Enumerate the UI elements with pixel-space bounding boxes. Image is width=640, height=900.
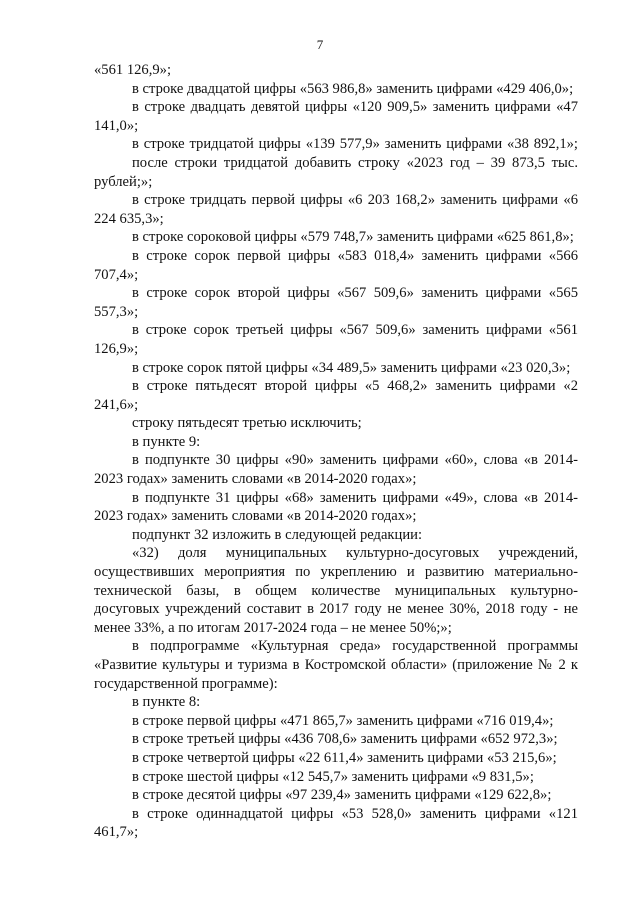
document-paragraph: в строке двадцатой цифры «563 986,8» заменить цифрами «429 406,0»; [132,80,574,97]
document-paragraph: строку пятьдесят третью исключить; [132,415,362,432]
document-paragraph: в строке сорок второй цифры «567 509,6» заменить цифрами «565 557,3»; [94,285,578,320]
document-paragraph: в строке сорок пятой цифры «34 489,5» заменить цифрами «23 020,3»; [132,359,571,376]
document-paragraph: в строке шестой цифры «12 545,7» заменить цифрами «9 831,5»; [132,768,534,785]
document-paragraph: в строке сороковой цифры «579 748,7» заменить цифрами «625 861,8»; [132,229,574,246]
document-body [94,61,578,842]
document-paragraph: в строке сорок первой цифры «583 018,4» заменить цифрами «566 707,4»; [94,247,578,283]
document-paragraph: в строке десятой цифры «97 239,4» заменить цифрами «129 622,8»; [132,787,552,804]
document-paragraph: «32) доля муниципальных культурно-досуговых учреждений, осуществивших мероприятия по укреплению и развитию материально-технической базы, в общем количестве муниципальных культурно-досуговых учреждений составит в 2017 году не менее 30%, 2018 году - не менее 33%, а по итогам 2017-2024 года – не менее 50%;»; [94,545,578,636]
document-paragraph: в строке первой цифры «471 865,7» заменить цифрами «716 019,4»; [132,712,554,729]
document-paragraph: в подпункте 30 цифры «90» заменить цифрами «60», слова «в 2014-2023 годах» заменить словами «в 2014-2020 годах»; [94,452,578,488]
document-paragraph: «561 126,9»; [94,62,172,78]
document-paragraph: в строке тридцатой цифры «139 577,9» заменить цифрами «38 892,1»; [132,136,578,153]
document-paragraph: в строке сорок третьей цифры «567 509,6» заменить цифрами «561 126,9»; [94,322,578,357]
document-paragraph: в пункте 9: [132,433,201,450]
page-number: 7 [316,37,324,52]
document-paragraph: в строке четвертой цифры «22 611,4» заменить цифрами «53 215,6»; [132,749,557,766]
document-paragraph: после строки тридцатой добавить строку «2023 год – 39 873,5 тыс. рублей;»; [94,154,578,190]
document-paragraph: в строке двадцать девятой цифры «120 909,5» заменить цифрами «47 141,0»; [94,99,578,134]
document-paragraph: в строке тридцать первой цифры «6 203 168,2» заменить цифрами «6 224 635,3»; [94,192,578,227]
document-paragraph: в подпункте 31 цифры «68» заменить цифрами «49», слова «в 2014-2023 годах» заменить словами «в 2014-2020 годах»; [94,489,578,525]
document-paragraph: в подпрограмме «Культурная среда» государственной программы «Развитие культуры и туризма в Костромской области» (приложение № 2 к государственной программе): [94,638,578,692]
document-paragraph: подпункт 32 изложить в следующей редакции: [132,526,423,543]
document-paragraph: в пункте 8: [132,694,201,711]
document-paragraph: в строке пятьдесят второй цифры «5 468,2» заменить цифрами «2 241,6»; [94,378,578,413]
document-paragraph: в строке одиннадцатой цифры «53 528,0» заменить цифрами «121 461,7»; [94,805,578,841]
document-paragraph: в строке третьей цифры «436 708,6» заменить цифрами «652 972,3»; [132,731,558,748]
